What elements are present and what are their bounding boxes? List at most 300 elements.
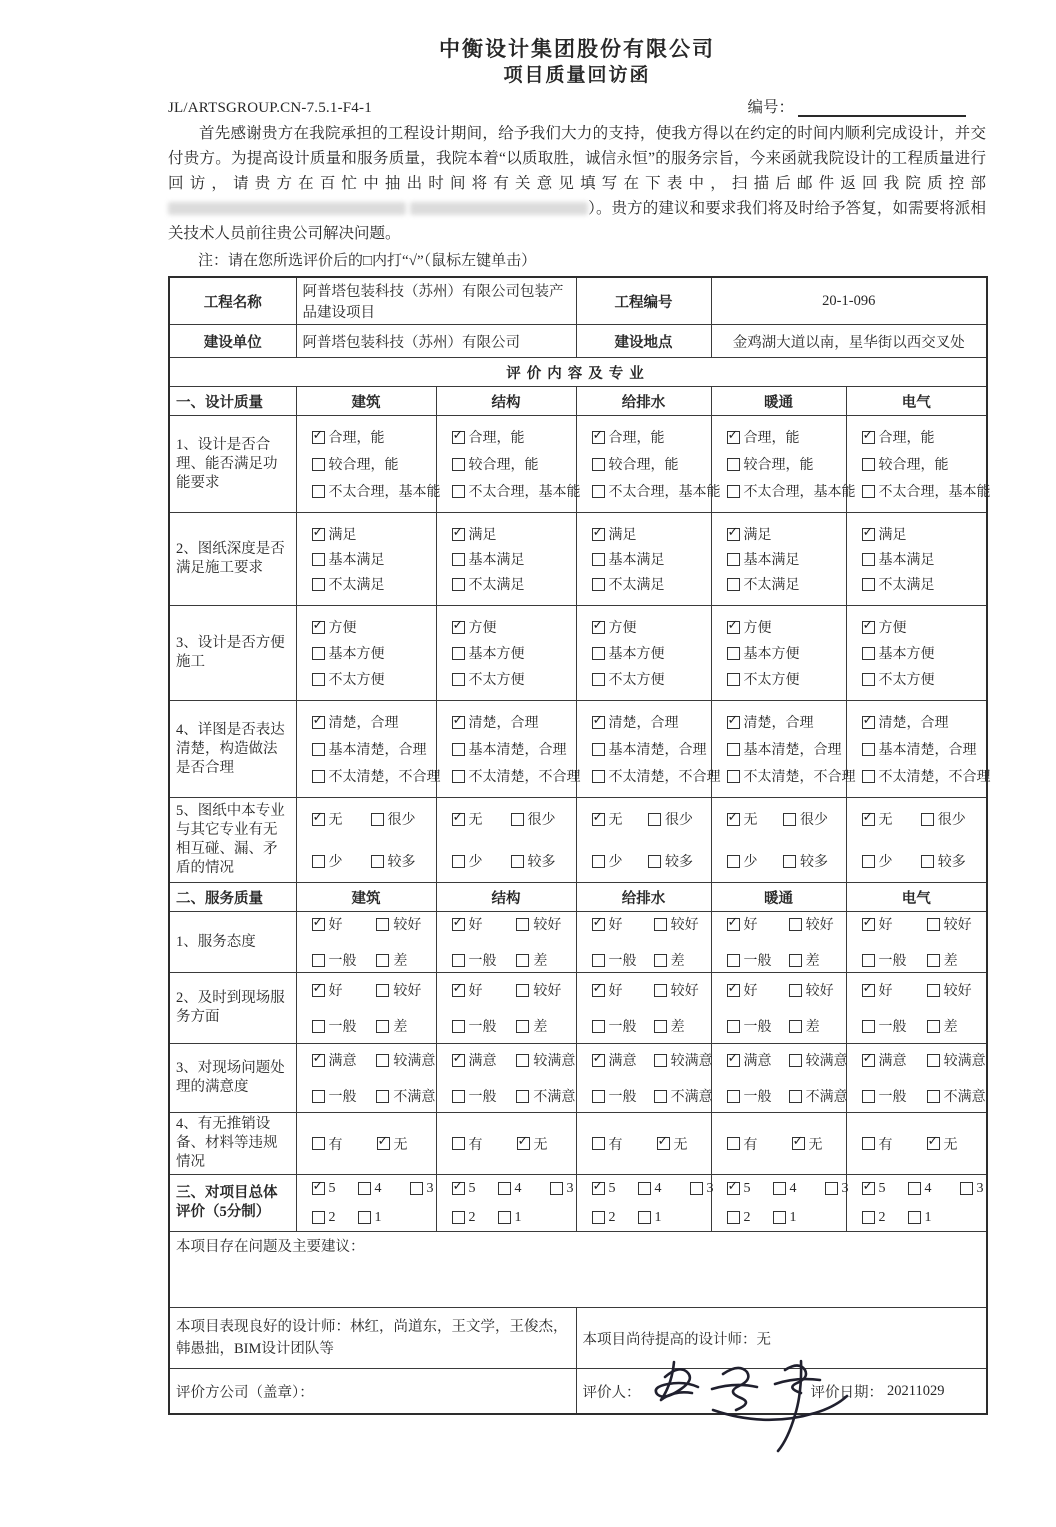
checkbox-unchecked[interactable]: [516, 1020, 529, 1033]
option-label: 满足: [468, 528, 497, 543]
checkbox-unchecked[interactable]: [511, 813, 524, 826]
checkbox-unchecked[interactable]: [727, 553, 740, 566]
checkbox-checked[interactable]: [592, 1179, 605, 1195]
checkbox-checked[interactable]: [727, 617, 740, 634]
checkbox-checked[interactable]: [862, 1050, 875, 1067]
section-title: 二、服务质量: [169, 883, 296, 912]
checkbox-unchecked[interactable]: [862, 485, 875, 498]
checkbox-unchecked[interactable]: [452, 458, 465, 471]
checkbox-unchecked[interactable]: [592, 855, 605, 868]
checkbox-unchecked[interactable]: [727, 1137, 740, 1150]
checkbox-unchecked[interactable]: [592, 1090, 605, 1103]
checkbox-unchecked[interactable]: [783, 855, 796, 868]
option-label: 不太满足: [468, 578, 525, 593]
rating-option: [862, 454, 979, 474]
checkbox-unchecked[interactable]: [550, 1182, 563, 1195]
rating-option: [927, 1016, 980, 1036]
option-label: 无: [608, 813, 623, 828]
checkbox-unchecked[interactable]: [862, 743, 875, 756]
location-value: 金鸡湖大道以南，星华街以西交叉处: [711, 325, 987, 358]
checkbox-unchecked[interactable]: [862, 770, 875, 783]
checkbox-checked[interactable]: [312, 980, 325, 997]
checkbox-unchecked[interactable]: [516, 1054, 529, 1067]
checkbox-unchecked[interactable]: [908, 1182, 921, 1195]
checkbox-checked[interactable]: [517, 1134, 530, 1150]
checkbox-unchecked[interactable]: [789, 1054, 802, 1067]
option-label: 2: [468, 1209, 476, 1225]
checkbox-checked[interactable]: [452, 524, 465, 541]
rating-option: [452, 454, 568, 474]
rating-option: [592, 851, 649, 871]
checkbox-unchecked[interactable]: [862, 647, 875, 660]
checkbox-unchecked[interactable]: [727, 743, 740, 756]
checkbox-checked[interactable]: [862, 427, 875, 444]
rating-option: [592, 1210, 638, 1226]
checkbox-unchecked[interactable]: [654, 918, 667, 931]
checkbox-unchecked[interactable]: [592, 553, 605, 566]
checkbox-unchecked[interactable]: [862, 1211, 875, 1224]
checkbox-unchecked[interactable]: [727, 1211, 740, 1224]
option-label: 差: [670, 1020, 685, 1035]
checkbox-unchecked[interactable]: [773, 1211, 786, 1224]
checkbox-checked[interactable]: [592, 980, 605, 997]
checkbox-unchecked[interactable]: [498, 1182, 511, 1195]
option-label: 少: [328, 855, 343, 870]
rating-option: [927, 980, 980, 1000]
rating-cell: [296, 1044, 436, 1113]
checkbox-unchecked[interactable]: [452, 647, 465, 660]
option-label: 一般: [608, 1020, 637, 1035]
checkbox-unchecked[interactable]: [789, 1090, 802, 1103]
column-header-specialty: 结构: [436, 883, 576, 912]
checkbox-unchecked[interactable]: [825, 1182, 838, 1195]
rating-option: [517, 1134, 548, 1154]
checkbox-unchecked[interactable]: [727, 1090, 740, 1103]
checkbox-unchecked[interactable]: [410, 1182, 423, 1195]
rating-option: [789, 914, 840, 934]
checkbox-unchecked[interactable]: [654, 954, 667, 967]
rating-option: [592, 712, 703, 732]
option-label: 一般: [608, 1090, 637, 1105]
checkbox-checked[interactable]: [727, 809, 740, 826]
checkbox-checked[interactable]: [727, 980, 740, 997]
rating-option: [727, 809, 784, 829]
option-label: 无: [468, 813, 483, 828]
checkbox-unchecked[interactable]: [452, 743, 465, 756]
checkbox-unchecked[interactable]: [312, 770, 325, 783]
checkbox-checked[interactable]: [312, 712, 325, 729]
checkbox-unchecked[interactable]: [371, 813, 384, 826]
checkbox-unchecked[interactable]: [921, 855, 934, 868]
checkbox-unchecked[interactable]: [312, 647, 325, 660]
option-label: 不太清楚，不合理: [468, 770, 581, 785]
checkbox-checked[interactable]: [862, 712, 875, 729]
option-label: 无: [743, 813, 758, 828]
rating-option: [789, 1050, 848, 1070]
option-label: 一般: [328, 1020, 357, 1035]
checkbox-unchecked[interactable]: [654, 1020, 667, 1033]
form-number-field[interactable]: [798, 99, 966, 117]
rating-cell: [711, 798, 846, 883]
option-label: 少: [608, 855, 623, 870]
checkbox-unchecked[interactable]: [862, 458, 875, 471]
option-label: 一般: [878, 1090, 907, 1105]
checkbox-checked[interactable]: [312, 1179, 325, 1195]
rating-option: [312, 712, 428, 732]
rating-option: [377, 1134, 408, 1154]
checkbox-unchecked[interactable]: [592, 770, 605, 783]
checkbox-unchecked[interactable]: [312, 458, 325, 471]
checkbox-checked[interactable]: [592, 712, 605, 729]
check-mark-icon: ✓: [862, 980, 874, 996]
rating-option: [862, 481, 991, 501]
checkbox-unchecked[interactable]: [452, 770, 465, 783]
rating-option: [727, 481, 856, 501]
checkbox-unchecked[interactable]: [452, 1020, 465, 1033]
project-no-label: 工程编号: [576, 277, 711, 325]
option-label: 4: [654, 1180, 662, 1196]
checkbox-unchecked[interactable]: [376, 984, 389, 997]
option-label: 少: [878, 855, 893, 870]
checkbox-unchecked[interactable]: [727, 770, 740, 783]
rating-option: [783, 809, 840, 829]
checkbox-unchecked[interactable]: [312, 485, 325, 498]
checkbox-unchecked[interactable]: [789, 918, 802, 931]
option-label: 满足: [743, 528, 772, 543]
checkbox-unchecked[interactable]: [727, 578, 740, 591]
rating-option: [727, 1050, 789, 1070]
rating-option: [376, 980, 429, 1000]
checkbox-checked[interactable]: [452, 427, 465, 444]
checkbox-unchecked[interactable]: [452, 954, 465, 967]
checkbox-checked[interactable]: [727, 914, 740, 931]
rating-cell: [436, 1113, 576, 1175]
client-label: 建设单位: [169, 325, 296, 358]
checkbox-unchecked[interactable]: [376, 1054, 389, 1067]
checkbox-unchecked[interactable]: [927, 1020, 940, 1033]
rating-option: [452, 1134, 483, 1154]
rating-cell: [296, 912, 436, 973]
checkbox-unchecked[interactable]: [862, 954, 875, 967]
checkbox-unchecked[interactable]: [727, 485, 740, 498]
checkbox-checked[interactable]: [592, 914, 605, 931]
option-label: 差: [533, 1020, 548, 1035]
check-mark-icon: ✓: [312, 1179, 324, 1194]
stamp-field[interactable]: 评价方公司（盖章）：: [169, 1369, 576, 1415]
checkbox-unchecked[interactable]: [516, 984, 529, 997]
option-label: 1: [789, 1209, 797, 1225]
checkbox-unchecked[interactable]: [312, 553, 325, 566]
checkbox-checked[interactable]: [727, 1179, 740, 1195]
rating-option: [638, 1210, 690, 1226]
checkbox-unchecked[interactable]: [312, 1090, 325, 1103]
rating-option: [727, 617, 838, 637]
checkbox-unchecked[interactable]: [862, 578, 875, 591]
project-name-label: 工程名称: [169, 277, 296, 325]
checkbox-unchecked[interactable]: [592, 1137, 605, 1150]
rating-option: [727, 643, 838, 663]
checkbox-checked[interactable]: [727, 427, 740, 444]
checkbox-unchecked[interactable]: [783, 813, 796, 826]
rating-option: [789, 1086, 848, 1106]
checkbox-unchecked[interactable]: [592, 458, 605, 471]
rating-option: [312, 524, 428, 544]
checkbox-checked[interactable]: [792, 1134, 805, 1150]
checkbox-unchecked[interactable]: [516, 954, 529, 967]
rating-cell: [846, 1175, 987, 1232]
checkbox-unchecked[interactable]: [927, 1090, 940, 1103]
check-mark-icon: ✓: [727, 617, 739, 633]
checkbox-unchecked[interactable]: [592, 954, 605, 967]
checkbox-checked[interactable]: [312, 1050, 325, 1067]
option-label: 很少: [800, 813, 828, 828]
option-label: 较好: [943, 918, 972, 933]
checkbox-unchecked[interactable]: [592, 647, 605, 660]
rating-option: [862, 1016, 927, 1036]
checkbox-unchecked[interactable]: [927, 1054, 940, 1067]
checkbox-checked[interactable]: [592, 427, 605, 444]
checkbox-unchecked[interactable]: [312, 673, 325, 686]
rating-option: [727, 914, 789, 934]
checkbox-checked[interactable]: [862, 809, 875, 826]
checkbox-unchecked[interactable]: [862, 673, 875, 686]
checkbox-unchecked[interactable]: [312, 578, 325, 591]
option-label: 基本清楚，合理: [328, 743, 427, 758]
rating-cell: [296, 701, 441, 798]
checkbox-unchecked[interactable]: [862, 553, 875, 566]
rating-cell: [711, 973, 846, 1044]
option-label: 较多: [387, 855, 416, 870]
option-label: 无: [878, 813, 893, 828]
rating-option: [452, 574, 568, 594]
checkbox-unchecked[interactable]: [511, 855, 524, 868]
rating-cell: [846, 701, 991, 798]
checkbox-unchecked[interactable]: [376, 954, 389, 967]
checkbox-unchecked[interactable]: [312, 1137, 325, 1150]
rating-option: [592, 950, 654, 970]
rating-option: [862, 549, 979, 569]
checkbox-unchecked[interactable]: [908, 1211, 921, 1224]
checkbox-unchecked[interactable]: [654, 1090, 667, 1103]
checkbox-checked[interactable]: [377, 1134, 390, 1150]
checkbox-unchecked[interactable]: [452, 553, 465, 566]
checkbox-unchecked[interactable]: [452, 578, 465, 591]
checkbox-checked[interactable]: [312, 914, 325, 931]
checkbox-unchecked[interactable]: [592, 673, 605, 686]
checkbox-unchecked[interactable]: [516, 1090, 529, 1103]
option-label: 不太合理，基本能: [878, 485, 991, 500]
checkbox-checked[interactable]: [592, 809, 605, 826]
checkbox-unchecked[interactable]: [654, 1054, 667, 1067]
checkbox-unchecked[interactable]: [727, 954, 740, 967]
rating-cell: [296, 606, 436, 701]
option-label: 清楚，合理: [743, 716, 814, 731]
checkbox-unchecked[interactable]: [927, 954, 940, 967]
checkbox-unchecked[interactable]: [862, 1090, 875, 1103]
option-label: 一般: [468, 954, 497, 969]
checkbox-unchecked[interactable]: [727, 855, 740, 868]
rating-option: [862, 1134, 893, 1154]
checkbox-checked[interactable]: [927, 1134, 940, 1150]
checkbox-unchecked[interactable]: [789, 984, 802, 997]
checkbox-checked[interactable]: [727, 712, 740, 729]
checkbox-unchecked[interactable]: [638, 1211, 651, 1224]
checkbox-unchecked[interactable]: [452, 485, 465, 498]
checkbox-unchecked[interactable]: [376, 1020, 389, 1033]
checkbox-checked[interactable]: [862, 524, 875, 541]
rating-option: [927, 1086, 986, 1106]
rating-cell: [436, 513, 576, 606]
checkbox-unchecked[interactable]: [516, 918, 529, 931]
checkbox-checked[interactable]: [657, 1134, 670, 1150]
checkbox-unchecked[interactable]: [789, 1020, 802, 1033]
checkbox-unchecked[interactable]: [371, 855, 384, 868]
checkbox-unchecked[interactable]: [592, 485, 605, 498]
checkbox-checked[interactable]: [727, 1050, 740, 1067]
checkbox-checked[interactable]: [312, 809, 325, 826]
checkbox-unchecked[interactable]: [452, 855, 465, 868]
checkbox-checked[interactable]: [452, 712, 465, 729]
checkbox-unchecked[interactable]: [592, 743, 605, 756]
checkbox-checked[interactable]: [312, 617, 325, 634]
checkbox-unchecked[interactable]: [312, 1211, 325, 1224]
option-label: 方便: [608, 621, 637, 636]
rating-cell: [296, 798, 436, 883]
checkbox-unchecked[interactable]: [648, 813, 661, 826]
option-label: 一般: [328, 1090, 357, 1105]
checkbox-checked[interactable]: [727, 524, 740, 541]
option-label: 一般: [608, 954, 637, 969]
checkbox-unchecked[interactable]: [690, 1182, 703, 1195]
option-label: 清楚，合理: [878, 716, 949, 731]
checkbox-unchecked[interactable]: [862, 1020, 875, 1033]
checkbox-checked[interactable]: [592, 524, 605, 541]
checkbox-unchecked[interactable]: [727, 673, 740, 686]
checkbox-checked[interactable]: [312, 427, 325, 444]
option-label: 基本清楚，合理: [608, 743, 707, 758]
criterion-label: 3、对现场问题处理的满意度: [169, 1044, 296, 1113]
checkbox-unchecked[interactable]: [312, 855, 325, 868]
checkbox-checked[interactable]: [452, 980, 465, 997]
checkbox-unchecked[interactable]: [592, 1020, 605, 1033]
checkbox-checked[interactable]: [592, 1050, 605, 1067]
rating-option: [312, 427, 428, 447]
rating-option: [371, 809, 430, 829]
checkbox-checked[interactable]: [452, 914, 465, 931]
checkbox-checked[interactable]: [452, 1179, 465, 1195]
checkbox-unchecked[interactable]: [727, 458, 740, 471]
criterion-label: 1、设计是否合理、能否满足功能要求: [169, 416, 296, 513]
checkbox-unchecked[interactable]: [789, 954, 802, 967]
checkbox-unchecked[interactable]: [452, 673, 465, 686]
option-label: 不满意: [393, 1090, 436, 1105]
rating-option: [312, 1134, 343, 1154]
option-label: 基本满足: [328, 553, 385, 568]
checkbox-unchecked[interactable]: [312, 743, 325, 756]
check-mark-icon: ✓: [727, 427, 739, 443]
rating-cell: [846, 798, 987, 883]
client-value: 阿普塔包装科技（苏州）有限公司: [296, 325, 576, 358]
checkbox-unchecked[interactable]: [358, 1211, 371, 1224]
rating-option: [452, 481, 581, 501]
checkbox-unchecked[interactable]: [862, 1137, 875, 1150]
rating-option: [654, 980, 705, 1000]
rating-option: [312, 739, 428, 759]
checkbox-checked[interactable]: [592, 617, 605, 634]
rating-cell: [436, 416, 581, 513]
checkbox-checked[interactable]: [452, 809, 465, 826]
checkbox-checked[interactable]: [862, 980, 875, 997]
checkbox-checked[interactable]: [862, 617, 875, 634]
rating-option: [312, 574, 428, 594]
checkbox-unchecked[interactable]: [648, 855, 661, 868]
rating-option: [727, 712, 838, 732]
checkbox-unchecked[interactable]: [452, 1211, 465, 1224]
rating-cell: [711, 912, 846, 973]
checkbox-unchecked[interactable]: [654, 984, 667, 997]
checkbox-unchecked[interactable]: [921, 813, 934, 826]
checkbox-unchecked[interactable]: [312, 1020, 325, 1033]
option-label: 合理，能: [608, 431, 665, 446]
checkbox-unchecked[interactable]: [927, 984, 940, 997]
rating-option: [516, 980, 569, 1000]
rating-option: [727, 524, 838, 544]
checkbox-unchecked[interactable]: [592, 1211, 605, 1224]
checkbox-unchecked[interactable]: [452, 1137, 465, 1150]
checkbox-unchecked[interactable]: [452, 1090, 465, 1103]
checkbox-unchecked[interactable]: [927, 918, 940, 931]
option-label: 较好: [670, 984, 699, 999]
option-label: 合理，能: [878, 431, 935, 446]
check-mark-icon: ✓: [517, 1134, 529, 1149]
rating-option: [452, 617, 568, 637]
checkbox-unchecked[interactable]: [358, 1182, 371, 1195]
problems-suggestions-field[interactable]: 本项目存在问题及主要建议：: [169, 1232, 987, 1308]
checkbox-unchecked[interactable]: [376, 918, 389, 931]
option-label: 很少: [527, 813, 556, 828]
checkbox-unchecked[interactable]: [498, 1211, 511, 1224]
check-mark-icon: ✓: [452, 524, 464, 540]
checkbox-unchecked[interactable]: [638, 1182, 651, 1195]
checkbox-unchecked[interactable]: [727, 647, 740, 660]
rating-option: [511, 851, 570, 871]
check-mark-icon: ✓: [452, 1050, 464, 1066]
checkbox-unchecked[interactable]: [312, 954, 325, 967]
rating-option: [452, 1210, 498, 1226]
checkbox-checked[interactable]: [312, 524, 325, 541]
option-label: 2: [608, 1209, 616, 1225]
checkbox-checked[interactable]: [862, 914, 875, 931]
check-mark-icon: ✓: [452, 617, 464, 633]
checkbox-unchecked[interactable]: [727, 1020, 740, 1033]
rating-cell: [436, 606, 576, 701]
checkbox-unchecked[interactable]: [862, 855, 875, 868]
checkbox-checked[interactable]: [862, 1179, 875, 1195]
rating-option: [550, 1181, 574, 1197]
option-label: 1: [514, 1209, 522, 1225]
option-label: 满意: [328, 1054, 357, 1069]
rating-cell: [846, 1044, 987, 1113]
checkbox-unchecked[interactable]: [773, 1182, 786, 1195]
option-label: 好: [608, 918, 623, 933]
checkbox-checked[interactable]: [452, 617, 465, 634]
option-label: 3: [566, 1180, 574, 1196]
checkbox-checked[interactable]: [452, 1050, 465, 1067]
checkbox-unchecked[interactable]: [960, 1182, 973, 1195]
checkbox-unchecked[interactable]: [592, 578, 605, 591]
option-label: 一般: [328, 954, 357, 969]
checkbox-unchecked[interactable]: [376, 1090, 389, 1103]
